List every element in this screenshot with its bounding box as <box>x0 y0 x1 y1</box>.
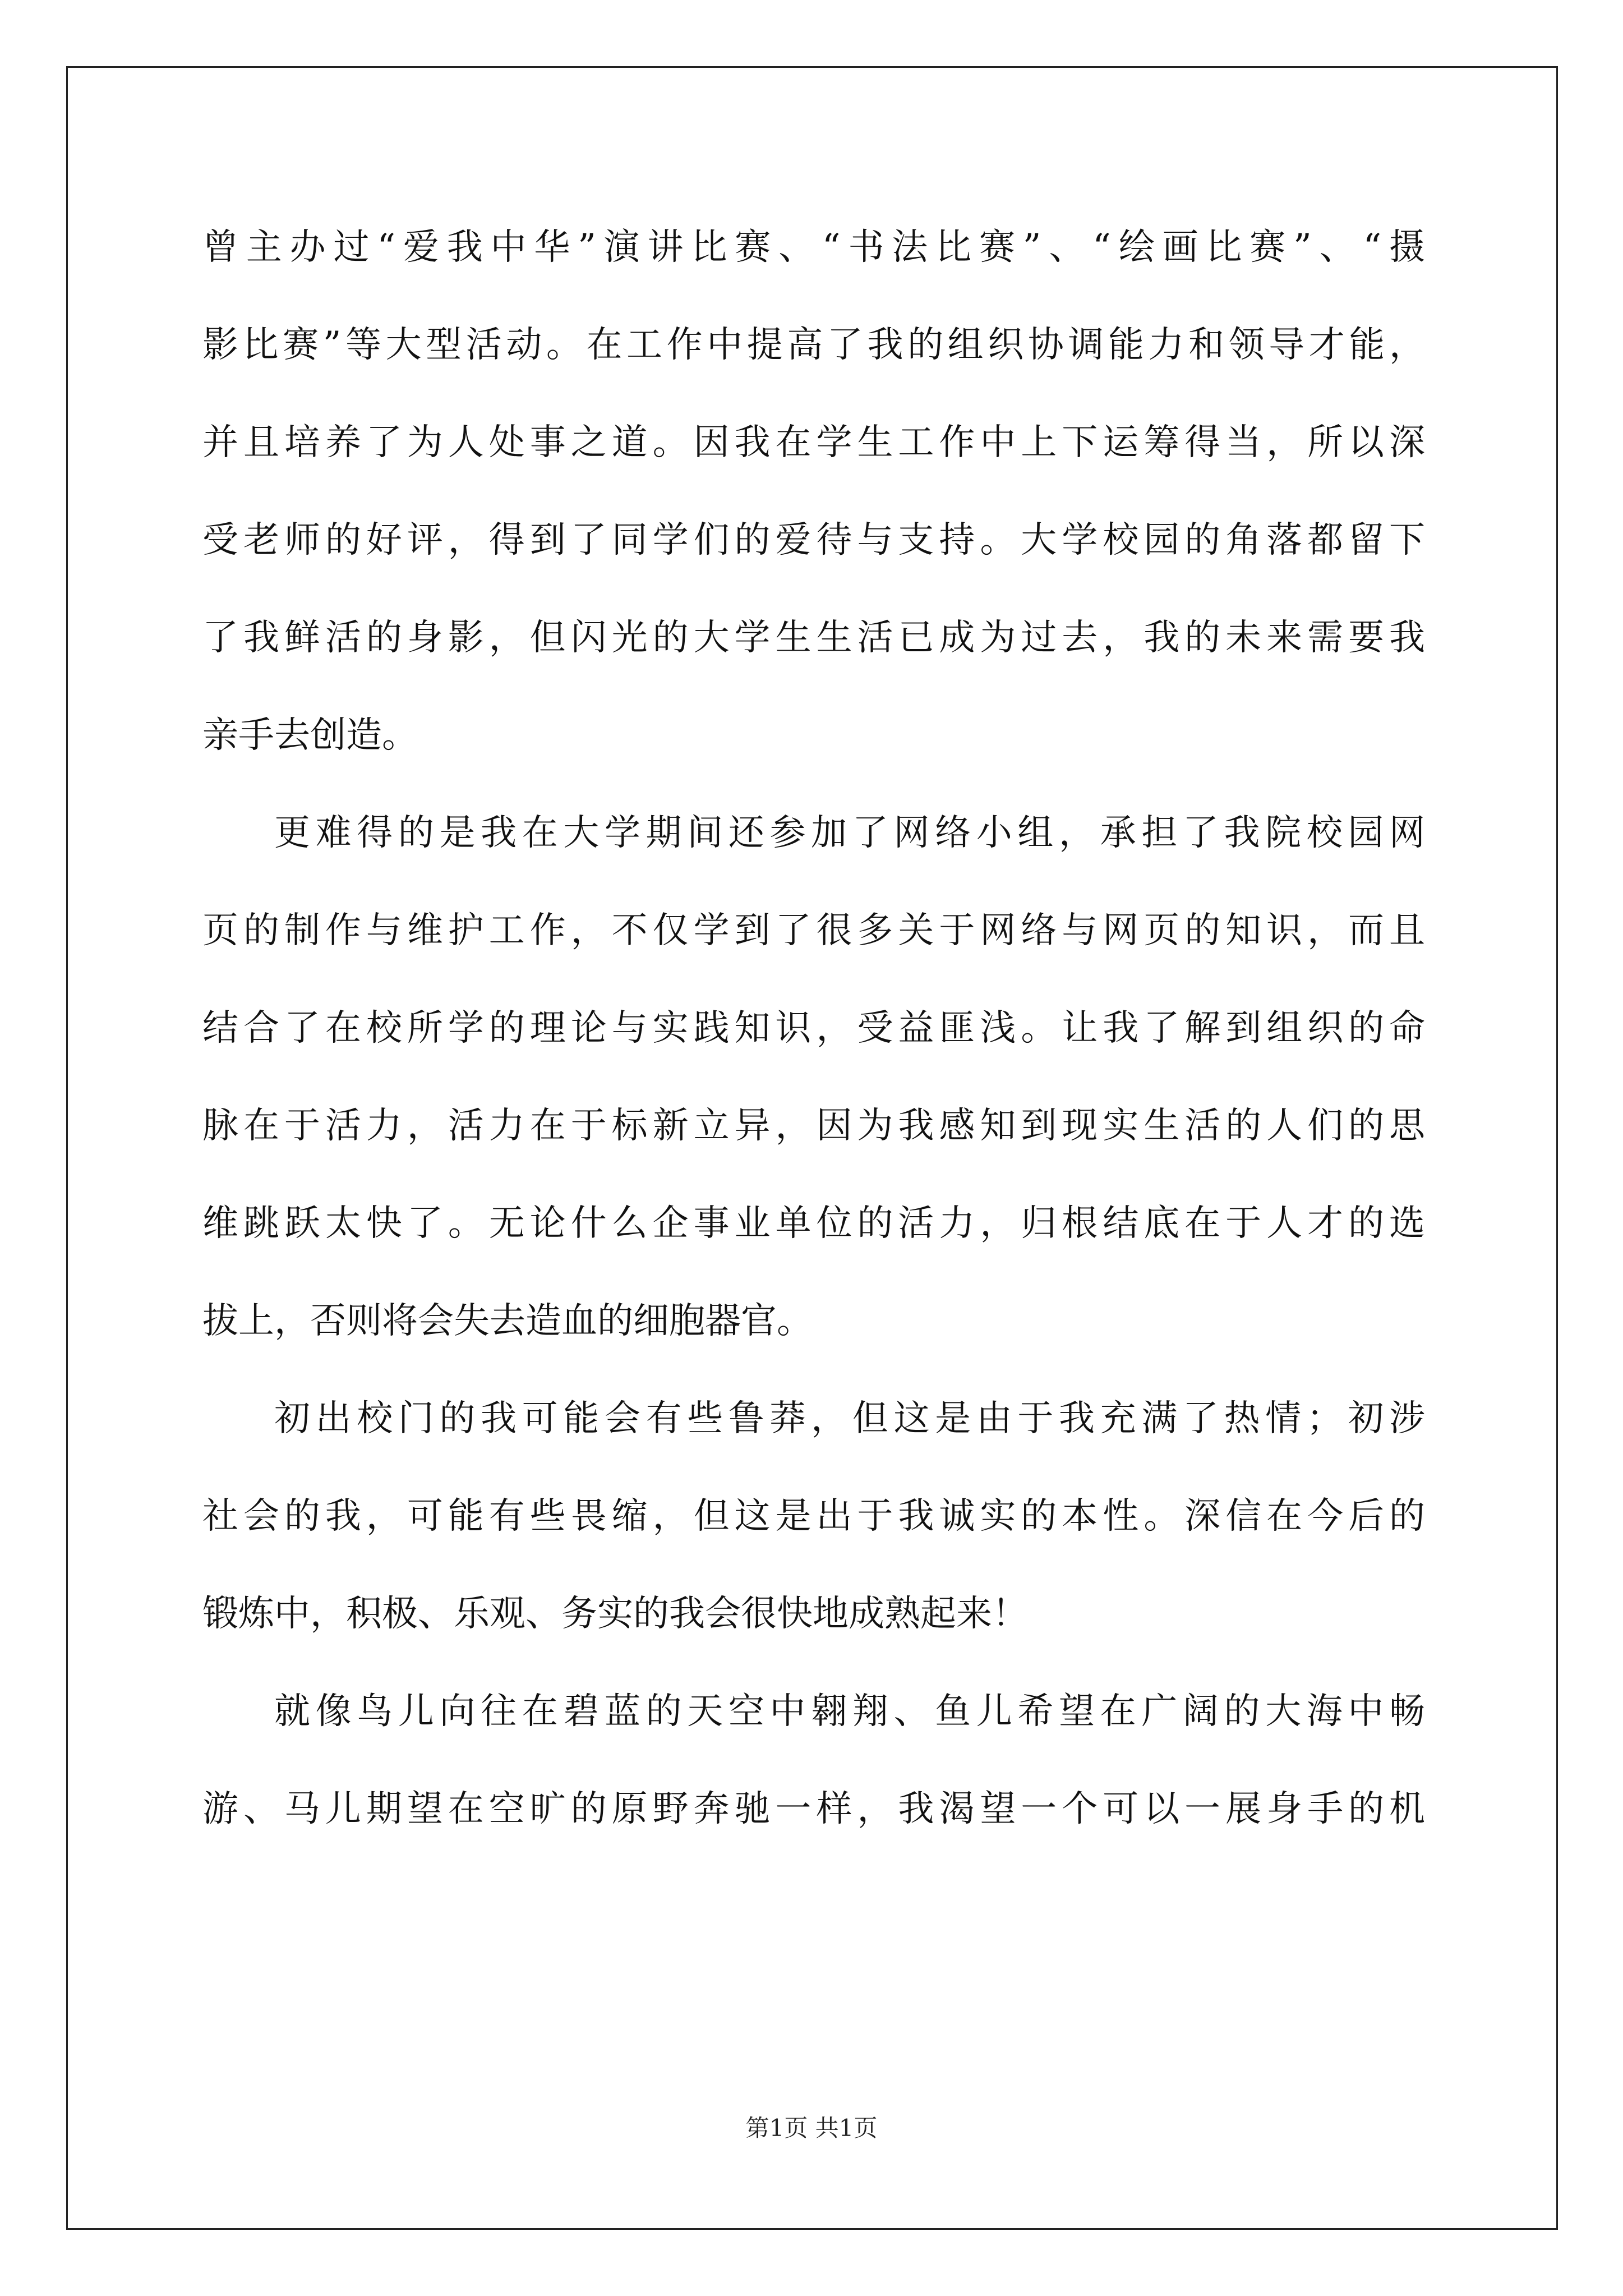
text-line: 锻炼中，积极、乐观、务实的我会很快地成熟起来！ <box>202 1593 1028 1635</box>
paragraph-first-line: 就像鸟儿向往在碧蓝的天空中翱翔、鱼儿希望在广阔的大海中畅 <box>274 1691 1425 1732</box>
text-line: 曾主办过“爱我中华”演讲比赛、“书法比赛”、“绘画比赛”、“摄 <box>202 227 1425 268</box>
text-line: 社会的我，可能有些畏缩，但这是出于我诚实的本性。深信在今后的 <box>202 1496 1425 1537</box>
text-line: 受老师的好评，得到了同学们的爱待与支持。大学校园的角落都留下 <box>202 519 1425 561</box>
text-line: 影比赛”等大型活动。在工作中提高了我的组织协调能力和领导才能， <box>202 324 1425 366</box>
paragraph-first-line: 更难得的是我在大学期间还参加了网络小组，承担了我院校园网 <box>274 812 1425 854</box>
text-line: 并且培养了为人处事之道。因我在学生工作中上下运筹得当，所以深 <box>202 422 1425 463</box>
text-line: 脉在于活力，活力在于标新立异，因为我感知到现实生活的人们的思 <box>202 1105 1425 1147</box>
document-body <box>202 222 1425 1881</box>
page-footer: 第1页 共1页 <box>745 2114 878 2142</box>
paragraph-first-line: 初出校门的我可能会有些鲁莽，但这是由于我充满了热情；初涉 <box>274 1398 1425 1439</box>
text-line: 维跳跃太快了。无论什么企事业单位的活力，归根结底在于人才的选 <box>202 1203 1425 1244</box>
text-line: 游、马儿期望在空旷的原野奔驰一样，我渴望一个可以一展身手的机 <box>202 1788 1425 1830</box>
text-line: 了我鲜活的身影，但闪光的大学生生活已成为过去，我的未来需要我 <box>202 617 1425 659</box>
text-line: 亲手去创造。 <box>202 715 418 756</box>
text-line: 结合了在校所学的理论与实践知识，受益匪浅。让我了解到组织的命 <box>202 1007 1425 1049</box>
text-line: 页的制作与维护工作，不仅学到了很多关于网络与网页的知识，而且 <box>202 910 1425 951</box>
text-line: 拔上，否则将会失去造血的细胞器官。 <box>202 1300 813 1342</box>
